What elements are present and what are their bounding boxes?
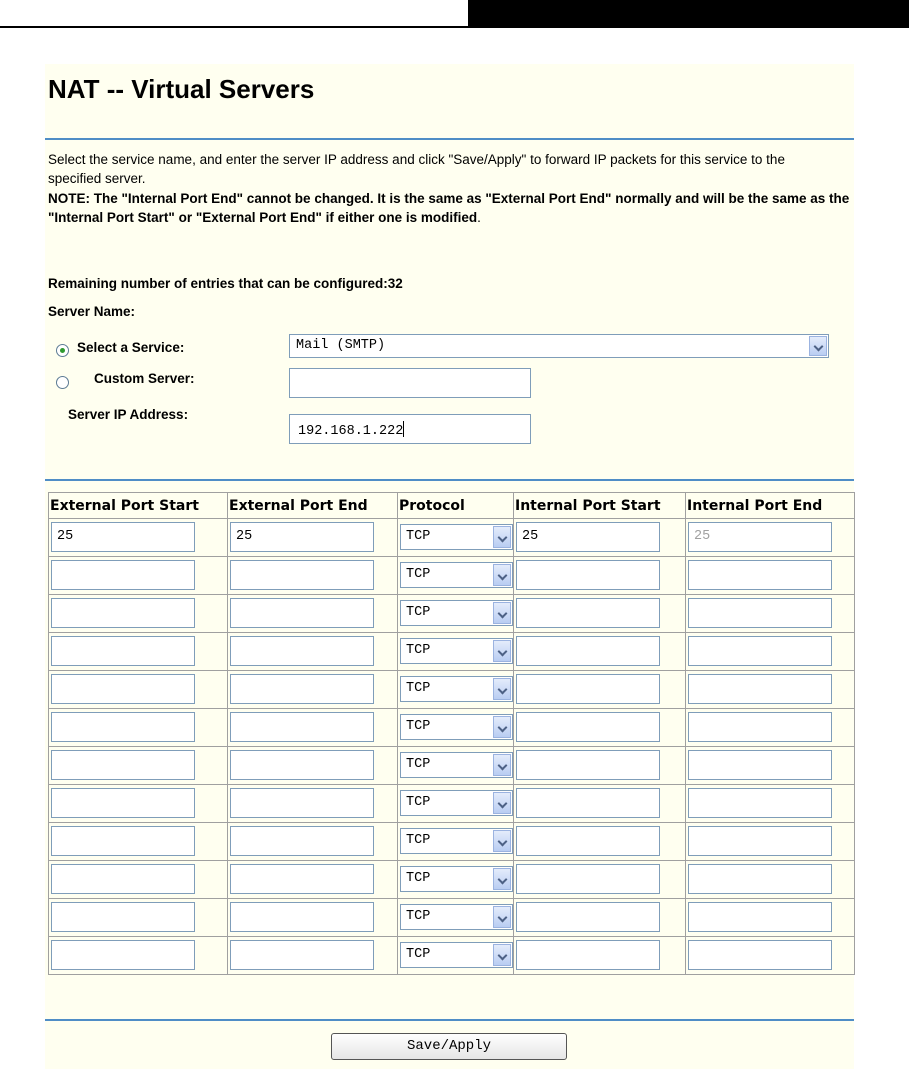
header-internal-port-end: Internal Port End <box>686 493 855 519</box>
internal-port-start-input[interactable] <box>516 522 660 552</box>
internal-port-end-cell <box>686 747 855 785</box>
table-row <box>49 595 855 633</box>
protocol-value: TCP <box>406 567 431 582</box>
table-row <box>49 785 855 823</box>
internal-port-end-cell <box>686 899 855 937</box>
note-bold-text: NOTE: The "Internal Port End" cannot be changed. It is the same as "External Port End" normally and will be the same as the "Internal Port Start" or "External Port End" if either one is modified <box>48 191 850 225</box>
internal-port-start-input[interactable] <box>516 864 660 894</box>
protocol-value: TCP <box>406 833 431 848</box>
table-row <box>49 671 855 709</box>
table-row <box>49 557 855 595</box>
external-port-end-cell <box>228 861 398 899</box>
external-port-end-cell <box>228 937 398 975</box>
protocol-cell <box>398 861 514 899</box>
internal-port-end-input <box>688 598 832 628</box>
internal-port-start-cell <box>514 823 686 861</box>
internal-port-start-cell <box>514 937 686 975</box>
protocol-cell <box>398 747 514 785</box>
chevron-down-icon[interactable] <box>493 868 511 890</box>
protocol-select[interactable] <box>400 904 513 930</box>
protocol-cell <box>398 595 514 633</box>
internal-port-start-input[interactable] <box>516 750 660 780</box>
internal-port-start-value: 25 <box>522 529 539 544</box>
external-port-start-cell <box>49 671 228 709</box>
protocol-cell <box>398 899 514 937</box>
chevron-down-icon[interactable] <box>493 830 511 852</box>
custom-server-input[interactable] <box>289 368 531 398</box>
internal-port-end-input <box>688 560 832 590</box>
custom-server-radio[interactable] <box>56 376 69 389</box>
internal-port-start-input[interactable] <box>516 940 660 970</box>
external-port-end-cell <box>228 709 398 747</box>
internal-port-end-input <box>688 674 832 704</box>
table-row <box>49 823 855 861</box>
protocol-cell <box>398 633 514 671</box>
internal-port-start-cell <box>514 747 686 785</box>
internal-port-end-cell <box>686 519 855 557</box>
external-port-start-input[interactable] <box>51 598 195 628</box>
external-port-start-input[interactable] <box>51 864 195 894</box>
footer-divider <box>45 1019 854 1021</box>
external-port-end-cell <box>228 633 398 671</box>
internal-port-end-cell <box>686 595 855 633</box>
custom-server-label: Custom Server: <box>94 371 195 386</box>
text-caret <box>403 421 404 437</box>
server-name-label: Server Name: <box>48 304 136 319</box>
protocol-value: TCP <box>406 605 431 620</box>
service-select[interactable] <box>289 334 829 358</box>
protocol-cell <box>398 557 514 595</box>
external-port-start-cell <box>49 861 228 899</box>
external-port-start-value: 25 <box>57 529 74 544</box>
chevron-down-icon[interactable] <box>809 336 827 356</box>
protocol-value: TCP <box>406 795 431 810</box>
server-ip-input[interactable] <box>289 414 531 444</box>
external-port-start-cell <box>49 633 228 671</box>
table-row <box>49 709 855 747</box>
save-apply-button[interactable]: Save/Apply <box>331 1033 567 1060</box>
external-port-start-input[interactable] <box>51 636 195 666</box>
table-row <box>49 899 855 937</box>
internal-port-end-input <box>688 864 832 894</box>
server-ip-value <box>298 421 404 439</box>
protocol-cell <box>398 709 514 747</box>
internal-port-end-input <box>688 826 832 856</box>
internal-port-end-input <box>688 940 832 970</box>
external-port-start-input[interactable] <box>51 522 195 552</box>
chevron-down-icon[interactable] <box>493 716 511 738</box>
protocol-value: TCP <box>406 871 431 886</box>
note-text <box>48 189 854 227</box>
protocol-value: TCP <box>406 719 431 734</box>
internal-port-end-cell <box>686 785 855 823</box>
chevron-down-icon[interactable] <box>493 640 511 662</box>
internal-port-start-cell <box>514 557 686 595</box>
chevron-down-icon[interactable] <box>493 526 511 548</box>
internal-port-start-input[interactable] <box>516 826 660 856</box>
internal-port-start-input[interactable] <box>516 674 660 704</box>
table-row <box>49 633 855 671</box>
protocol-cell <box>398 671 514 709</box>
external-port-end-cell <box>228 671 398 709</box>
chevron-down-icon[interactable] <box>493 564 511 586</box>
external-port-end-cell <box>228 747 398 785</box>
table-row <box>49 519 855 557</box>
external-port-end-value: 25 <box>236 529 253 544</box>
internal-port-start-cell <box>514 595 686 633</box>
select-service-radio[interactable] <box>56 344 69 357</box>
external-port-end-input[interactable] <box>230 560 374 590</box>
external-port-start-input[interactable] <box>51 750 195 780</box>
protocol-select[interactable] <box>400 562 513 588</box>
internal-port-end-cell <box>686 557 855 595</box>
external-port-end-cell <box>228 785 398 823</box>
external-port-end-input[interactable] <box>230 788 374 818</box>
protocol-select[interactable] <box>400 790 513 816</box>
internal-port-end-cell <box>686 709 855 747</box>
header-internal-port-start: Internal Port Start <box>514 493 686 519</box>
protocol-value: TCP <box>406 757 431 772</box>
internal-port-start-cell <box>514 519 686 557</box>
external-port-end-cell <box>228 823 398 861</box>
header-protocol: Protocol <box>398 493 514 519</box>
external-port-start-input[interactable] <box>51 712 195 742</box>
internal-port-end-cell <box>686 671 855 709</box>
external-port-end-input[interactable] <box>230 674 374 704</box>
protocol-cell <box>398 937 514 975</box>
protocol-select[interactable] <box>400 600 513 626</box>
external-port-start-input[interactable] <box>51 826 195 856</box>
note-end-text: . <box>477 210 481 225</box>
chevron-down-icon[interactable] <box>493 602 511 624</box>
intro-text: Select the service name, and enter the server IP address and click "Save/Apply" to forward IP packets for this service to the specified server. <box>48 152 785 186</box>
protocol-value: TCP <box>406 681 431 696</box>
protocol-select[interactable] <box>400 638 513 664</box>
external-port-end-input[interactable] <box>230 522 374 552</box>
protocol-cell <box>398 519 514 557</box>
external-port-start-cell <box>49 823 228 861</box>
server-ip-text: 192.168.1.222 <box>298 424 404 439</box>
internal-port-end-cell <box>686 937 855 975</box>
protocol-select[interactable] <box>400 942 513 968</box>
internal-port-end-input <box>688 522 832 552</box>
internal-port-start-cell <box>514 785 686 823</box>
internal-port-start-input[interactable] <box>516 560 660 590</box>
external-port-start-cell <box>49 747 228 785</box>
protocol-value: TCP <box>406 947 431 962</box>
protocol-select[interactable] <box>400 828 513 854</box>
internal-port-start-input[interactable] <box>516 788 660 818</box>
protocol-select[interactable] <box>400 524 513 550</box>
protocol-select[interactable] <box>400 714 513 740</box>
protocol-value: TCP <box>406 643 431 658</box>
form-divider <box>45 479 854 481</box>
external-port-start-cell <box>49 557 228 595</box>
internal-port-end-value: 25 <box>694 529 711 544</box>
select-service-label: Select a Service: <box>77 340 185 355</box>
internal-port-start-input[interactable] <box>516 598 660 628</box>
external-port-end-cell <box>228 557 398 595</box>
chevron-down-icon[interactable] <box>493 678 511 700</box>
header-external-port-start: External Port Start <box>49 493 228 519</box>
internal-port-end-input <box>688 750 832 780</box>
title-divider <box>45 138 854 140</box>
internal-port-end-input <box>688 636 832 666</box>
protocol-value: TCP <box>406 909 431 924</box>
port-mapping-table <box>48 492 855 975</box>
external-port-end-input[interactable] <box>230 750 374 780</box>
page-title: NAT -- Virtual Servers <box>48 74 315 104</box>
external-port-start-cell <box>49 709 228 747</box>
external-port-start-input[interactable] <box>51 940 195 970</box>
protocol-cell <box>398 823 514 861</box>
external-port-end-input[interactable] <box>230 902 374 932</box>
server-ip-label: Server IP Address: <box>68 407 189 422</box>
header-external-port-end: External Port End <box>228 493 398 519</box>
internal-port-start-input[interactable] <box>516 712 660 742</box>
protocol-value: TCP <box>406 529 431 544</box>
internal-port-start-cell <box>514 671 686 709</box>
virtual-servers-panel <box>45 64 854 1069</box>
protocol-select[interactable] <box>400 676 513 702</box>
external-port-end-input[interactable] <box>230 636 374 666</box>
remaining-entries-text: Remaining number of entries that can be configured:32 <box>48 276 403 291</box>
external-port-start-cell <box>49 519 228 557</box>
external-port-start-cell <box>49 937 228 975</box>
table-row <box>49 747 855 785</box>
external-port-end-cell <box>228 519 398 557</box>
external-port-start-input[interactable] <box>51 902 195 932</box>
internal-port-start-cell <box>514 861 686 899</box>
external-port-end-input[interactable] <box>230 712 374 742</box>
internal-port-start-input[interactable] <box>516 902 660 932</box>
service-select-value: Mail (SMTP) <box>296 338 386 353</box>
internal-port-start-input[interactable] <box>516 636 660 666</box>
external-port-start-input[interactable] <box>51 560 195 590</box>
internal-port-end-cell <box>686 861 855 899</box>
external-port-end-input[interactable] <box>230 864 374 894</box>
header-black-bar <box>468 0 909 26</box>
internal-port-end-cell <box>686 823 855 861</box>
external-port-start-cell <box>49 595 228 633</box>
radio-selected-icon <box>60 348 65 353</box>
internal-port-start-cell <box>514 899 686 937</box>
table-row <box>49 937 855 975</box>
protocol-select[interactable] <box>400 752 513 778</box>
chevron-down-icon[interactable] <box>493 944 511 966</box>
external-port-end-cell <box>228 899 398 937</box>
external-port-start-cell <box>49 785 228 823</box>
table-row <box>49 861 855 899</box>
external-port-end-cell <box>228 595 398 633</box>
protocol-cell <box>398 785 514 823</box>
external-port-end-input[interactable] <box>230 826 374 856</box>
header-rule <box>0 26 909 28</box>
external-port-start-input[interactable] <box>51 674 195 704</box>
internal-port-start-cell <box>514 709 686 747</box>
internal-port-end-input <box>688 712 832 742</box>
internal-port-start-cell <box>514 633 686 671</box>
table-header-row <box>49 493 855 519</box>
protocol-select[interactable] <box>400 866 513 892</box>
chevron-down-icon[interactable] <box>493 754 511 776</box>
external-port-end-input[interactable] <box>230 598 374 628</box>
external-port-start-input[interactable] <box>51 788 195 818</box>
internal-port-end-input <box>688 902 832 932</box>
external-port-start-cell <box>49 899 228 937</box>
chevron-down-icon[interactable] <box>493 792 511 814</box>
external-port-end-input[interactable] <box>230 940 374 970</box>
internal-port-end-cell <box>686 633 855 671</box>
chevron-down-icon[interactable] <box>493 906 511 928</box>
internal-port-end-input <box>688 788 832 818</box>
